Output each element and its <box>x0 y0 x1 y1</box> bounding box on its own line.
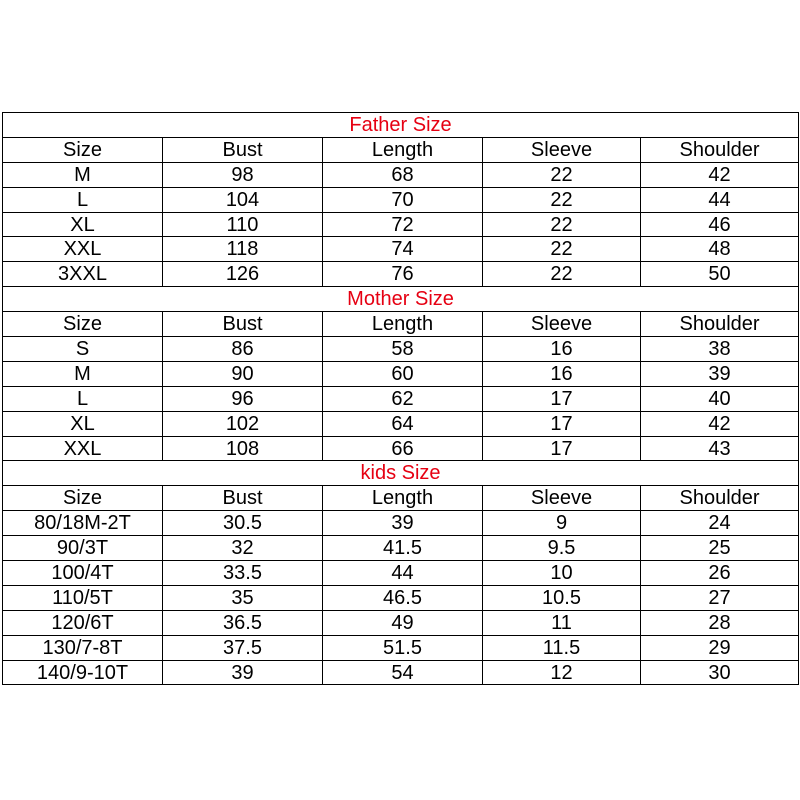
table-row <box>3 610 799 635</box>
table-row <box>3 337 799 362</box>
size-cell: 120/6T <box>3 610 163 635</box>
father-size-title-row <box>3 113 799 138</box>
size-cell: L <box>3 187 163 212</box>
shoulder-cell: 48 <box>641 237 799 262</box>
column-header-shoulder: Shoulder <box>641 137 799 162</box>
table-row <box>3 436 799 461</box>
sleeve-cell: 22 <box>483 162 641 187</box>
size-cell: XL <box>3 212 163 237</box>
size-chart-table <box>2 112 799 685</box>
bust-cell: 108 <box>163 436 323 461</box>
shoulder-cell: 39 <box>641 361 799 386</box>
column-header-length: Length <box>323 486 483 511</box>
table-row <box>3 237 799 262</box>
size-cell: M <box>3 361 163 386</box>
length-cell: 66 <box>323 436 483 461</box>
size-cell: 3XXL <box>3 262 163 287</box>
length-cell: 62 <box>323 386 483 411</box>
table-row <box>3 187 799 212</box>
column-header-size: Size <box>3 486 163 511</box>
table-row <box>3 585 799 610</box>
father-header-row <box>3 137 799 162</box>
column-header-length: Length <box>323 137 483 162</box>
shoulder-cell: 28 <box>641 610 799 635</box>
size-cell: XXL <box>3 436 163 461</box>
bust-cell: 90 <box>163 361 323 386</box>
shoulder-cell: 30 <box>641 660 799 685</box>
length-cell: 41.5 <box>323 536 483 561</box>
length-cell: 44 <box>323 561 483 586</box>
sleeve-cell: 22 <box>483 212 641 237</box>
sleeve-cell: 22 <box>483 262 641 287</box>
column-header-size: Size <box>3 137 163 162</box>
column-header-bust: Bust <box>163 312 323 337</box>
bust-cell: 37.5 <box>163 635 323 660</box>
bust-cell: 110 <box>163 212 323 237</box>
table-row <box>3 411 799 436</box>
length-cell: 60 <box>323 361 483 386</box>
shoulder-cell: 26 <box>641 561 799 586</box>
table-row <box>3 361 799 386</box>
bust-cell: 96 <box>163 386 323 411</box>
sleeve-cell: 17 <box>483 436 641 461</box>
length-cell: 46.5 <box>323 585 483 610</box>
length-cell: 49 <box>323 610 483 635</box>
shoulder-cell: 40 <box>641 386 799 411</box>
table-row <box>3 660 799 685</box>
size-cell: 140/9-10T <box>3 660 163 685</box>
length-cell: 70 <box>323 187 483 212</box>
size-cell: 80/18M-2T <box>3 511 163 536</box>
sleeve-cell: 10 <box>483 561 641 586</box>
column-header-bust: Bust <box>163 137 323 162</box>
column-header-size: Size <box>3 312 163 337</box>
shoulder-cell: 25 <box>641 536 799 561</box>
bust-cell: 118 <box>163 237 323 262</box>
size-cell: XXL <box>3 237 163 262</box>
table-row <box>3 212 799 237</box>
size-cell: M <box>3 162 163 187</box>
sleeve-cell: 9.5 <box>483 536 641 561</box>
column-header-sleeve: Sleeve <box>483 312 641 337</box>
length-cell: 72 <box>323 212 483 237</box>
length-cell: 54 <box>323 660 483 685</box>
sleeve-cell: 11.5 <box>483 635 641 660</box>
shoulder-cell: 27 <box>641 585 799 610</box>
column-header-sleeve: Sleeve <box>483 486 641 511</box>
bust-cell: 36.5 <box>163 610 323 635</box>
table-row <box>3 162 799 187</box>
size-cell: L <box>3 386 163 411</box>
table-row <box>3 262 799 287</box>
mother-size-title: Mother Size <box>3 287 799 312</box>
size-chart-body <box>3 113 799 685</box>
table-row <box>3 386 799 411</box>
shoulder-cell: 38 <box>641 337 799 362</box>
sleeve-cell: 17 <box>483 386 641 411</box>
length-cell: 64 <box>323 411 483 436</box>
bust-cell: 98 <box>163 162 323 187</box>
shoulder-cell: 50 <box>641 262 799 287</box>
mother-size-title-row <box>3 287 799 312</box>
sleeve-cell: 9 <box>483 511 641 536</box>
size-cell: 90/3T <box>3 536 163 561</box>
bust-cell: 86 <box>163 337 323 362</box>
column-header-sleeve: Sleeve <box>483 137 641 162</box>
size-cell: S <box>3 337 163 362</box>
length-cell: 74 <box>323 237 483 262</box>
length-cell: 39 <box>323 511 483 536</box>
size-cell: 130/7-8T <box>3 635 163 660</box>
shoulder-cell: 44 <box>641 187 799 212</box>
column-header-shoulder: Shoulder <box>641 312 799 337</box>
length-cell: 68 <box>323 162 483 187</box>
bust-cell: 30.5 <box>163 511 323 536</box>
column-header-shoulder: Shoulder <box>641 486 799 511</box>
bust-cell: 33.5 <box>163 561 323 586</box>
table-row <box>3 536 799 561</box>
size-cell: 100/4T <box>3 561 163 586</box>
sleeve-cell: 12 <box>483 660 641 685</box>
bust-cell: 39 <box>163 660 323 685</box>
table-row <box>3 635 799 660</box>
length-cell: 51.5 <box>323 635 483 660</box>
kids-header-row <box>3 486 799 511</box>
column-header-length: Length <box>323 312 483 337</box>
shoulder-cell: 29 <box>641 635 799 660</box>
size-cell: 110/5T <box>3 585 163 610</box>
sleeve-cell: 10.5 <box>483 585 641 610</box>
sleeve-cell: 17 <box>483 411 641 436</box>
bust-cell: 35 <box>163 585 323 610</box>
size-cell: XL <box>3 411 163 436</box>
bust-cell: 104 <box>163 187 323 212</box>
kids-size-title-row <box>3 461 799 486</box>
length-cell: 76 <box>323 262 483 287</box>
shoulder-cell: 42 <box>641 411 799 436</box>
shoulder-cell: 24 <box>641 511 799 536</box>
bust-cell: 126 <box>163 262 323 287</box>
length-cell: 58 <box>323 337 483 362</box>
table-row <box>3 511 799 536</box>
bust-cell: 32 <box>163 536 323 561</box>
sleeve-cell: 16 <box>483 337 641 362</box>
sleeve-cell: 11 <box>483 610 641 635</box>
shoulder-cell: 46 <box>641 212 799 237</box>
shoulder-cell: 43 <box>641 436 799 461</box>
sleeve-cell: 22 <box>483 187 641 212</box>
sleeve-cell: 16 <box>483 361 641 386</box>
father-size-title: Father Size <box>3 113 799 138</box>
table-row <box>3 561 799 586</box>
bust-cell: 102 <box>163 411 323 436</box>
shoulder-cell: 42 <box>641 162 799 187</box>
kids-size-title: kids Size <box>3 461 799 486</box>
sleeve-cell: 22 <box>483 237 641 262</box>
mother-header-row <box>3 312 799 337</box>
column-header-bust: Bust <box>163 486 323 511</box>
